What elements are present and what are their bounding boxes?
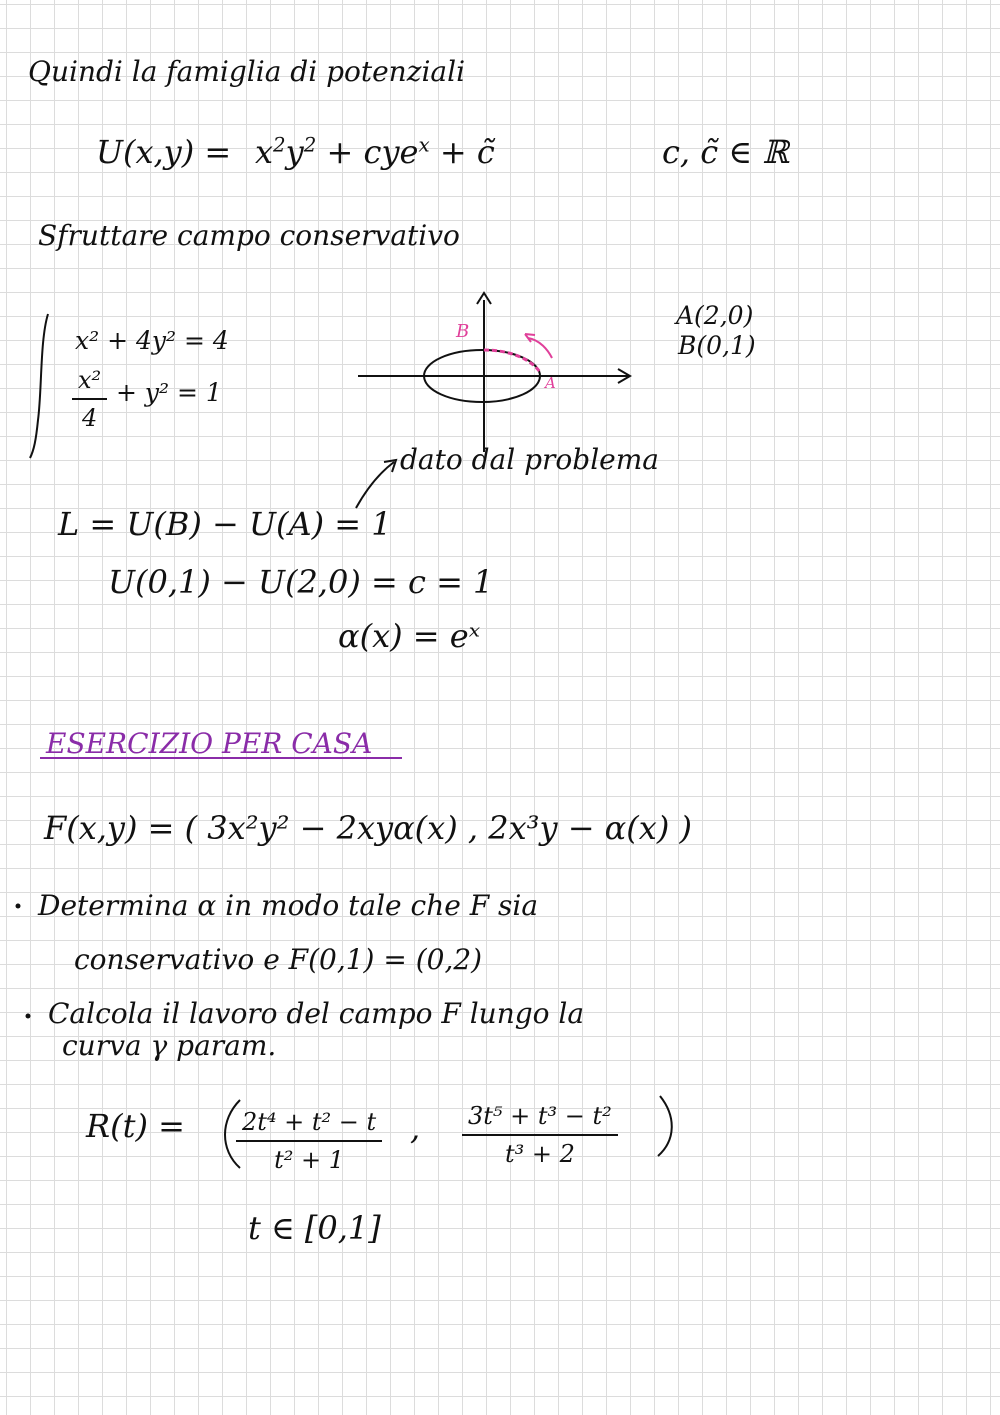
bullet-2 (26, 1014, 31, 1019)
path-b-to-a (484, 350, 540, 372)
work-substitution: U(0,1) − U(2,0) = c = 1 (108, 563, 494, 601)
curve-x-component: $\frac{\text{2t⁴ + t² − t}}{\text{t² + 1}}$ (236, 1108, 382, 1174)
task-1-line-1: Determina α in modo tale che F sia (38, 889, 539, 922)
direction-arrow-head (525, 334, 535, 342)
potential-expression: $x^2y^2 + cye^x$ + c̃ (255, 133, 495, 171)
graph-point-a: A (545, 374, 556, 392)
system-brace (30, 314, 48, 458)
parameter-range: t ∈ [0,1] (248, 1209, 381, 1247)
point-b-label: B(0,1) (678, 331, 756, 360)
bullet-1 (16, 904, 21, 909)
conservative-field-heading: Sfruttare campo conservativo (38, 219, 460, 252)
vector-field-definition: F(x,y) = ( 3x²y² − 2xyα(x) , 2x³y − α(x) ) (44, 809, 692, 847)
constants-domain: c, c̃ ∈ ℝ (662, 133, 789, 171)
direction-arrow (528, 338, 552, 358)
system-equation-2-fraction: $\frac{\text{x²}}{4}$ (72, 366, 107, 432)
task-2-line-1: Calcola il lavoro del campo F lungo la (48, 997, 585, 1030)
task-1-line-2: conservativo e F(0,1) = (0,2) (74, 943, 483, 976)
curve-y-component: $\frac{\text{3t⁵ + t³ − t²}}{\text{t³ + 2}}$ (462, 1102, 618, 1168)
alpha-result: α(x) = eˣ (338, 617, 481, 655)
graph-point-b: B (456, 321, 470, 342)
potential-lhs: U(x,y) = (96, 133, 232, 171)
curve-separator: , (410, 1109, 421, 1147)
point-a-label: A(2,0) (676, 301, 754, 330)
x-axis-arrow (618, 369, 630, 383)
y-axis-arrow (477, 293, 491, 304)
work-equation: L = U(B) − U(A) = 1 (58, 505, 392, 543)
given-by-problem-note: dato dal problema (400, 443, 659, 476)
close-paren (658, 1096, 672, 1156)
ellipse-curve (424, 350, 540, 402)
heading-potential-family: Quindi la famiglia di potenziali (28, 55, 466, 88)
task-2-line-2: curva γ param. (62, 1029, 277, 1062)
homework-section-title: ESERCIZIO PER CASA (46, 727, 373, 760)
annotation-arrow-head (384, 460, 396, 472)
system-equation-1: x² + 4y² = 4 (75, 326, 229, 355)
curve-label: R(t) = (86, 1107, 185, 1145)
annotation-arrow (356, 462, 394, 508)
system-equation-2-rest: + y² = 1 (116, 378, 222, 407)
